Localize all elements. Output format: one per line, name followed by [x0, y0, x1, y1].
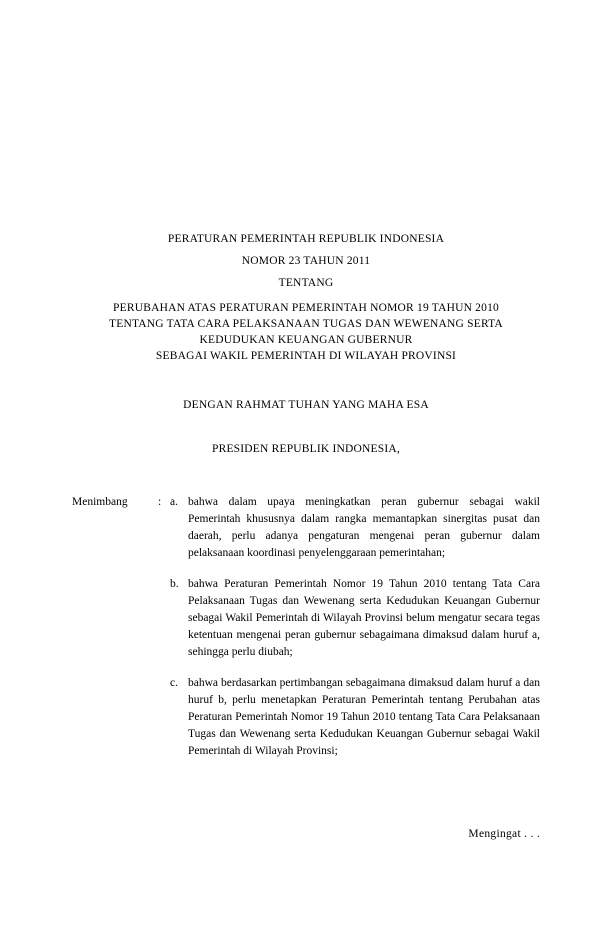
- considering-letter-c: c.: [170, 677, 178, 689]
- page-continuation-note: Mengingat . . .: [468, 828, 540, 840]
- considering-colon: :: [158, 496, 162, 508]
- considering-item-b: [72, 576, 540, 661]
- title-line-4: SEBAGAI WAKIL PEMERINTAH DI WILAYAH PROVINSI: [155, 350, 457, 362]
- title-line-3: KEDUDUKAN KEUANGAN GUBERNUR: [199, 334, 413, 346]
- blessing-line: DENGAN RAHMAT TUHAN YANG MAHA ESA: [183, 399, 429, 411]
- document-heading: [72, 228, 540, 364]
- title-line-2: TENTANG TATA CARA PELAKSANAAN TUGAS DAN WEWENANG SERTA: [109, 318, 503, 330]
- considering-text-b: bahwa Peraturan Pemerintah Nomor 19 Tahun 2010 tentang Tata Cara Pelaksanaan Tugas dan Wewenang serta Kedudukan Keuangan Gubernur sebagai Wakil Pemerintah di Wilayah Provinsi belum mengatur secara tegas ketentuan mengenai peran gubernur sebagaimana dimaksud dalam huruf a, sehingga perlu diubah;: [188, 578, 540, 658]
- considering-text-a: bahwa dalam upaya meningkatkan peran gubernur sebagai wakil Pemerintah khususnya dalam rangka memantapkan sinergitas pusat dan daerah, perlu adanya pengaturan mengenai peran gubernur dalam pelaksanaan koordinasi penyelenggaraan pemerintahan;: [188, 496, 540, 559]
- considering-section: [72, 494, 540, 760]
- regulation-title: [72, 300, 540, 364]
- considering-text-c: bahwa berdasarkan pertimbangan sebagaimana dimaksud dalam huruf a dan huruf b, perlu menetapkan Peraturan Pemerintah tentang Perubahan atas Peraturan Pemerintah Nomor 19 Tahun 2010 tentang Tata Cara Pelaksanaan Tugas dan Wewenang serta Kedudukan Keuangan Gubernur sebagai Wakil Pemerintah di Wilayah Provinsi;: [188, 677, 540, 757]
- considering-item-c: [72, 675, 540, 760]
- considering-item-a: [72, 494, 540, 562]
- title-line-1: PERUBAHAN ATAS PERATURAN PEMERINTAH NOMOR 19 TAHUN 2010: [113, 302, 499, 314]
- regulation-type-line: PERATURAN PEMERINTAH REPUBLIK INDONESIA: [167, 233, 445, 245]
- authority-line: PRESIDEN REPUBLIK INDONESIA,: [211, 443, 400, 455]
- about-label: TENTANG: [278, 277, 334, 289]
- regulation-number-line: NOMOR 23 TAHUN 2011: [241, 255, 371, 267]
- considering-letter-b: b.: [170, 578, 179, 590]
- considering-letter-a: a.: [170, 496, 178, 508]
- considering-label: Menimbang: [72, 496, 128, 508]
